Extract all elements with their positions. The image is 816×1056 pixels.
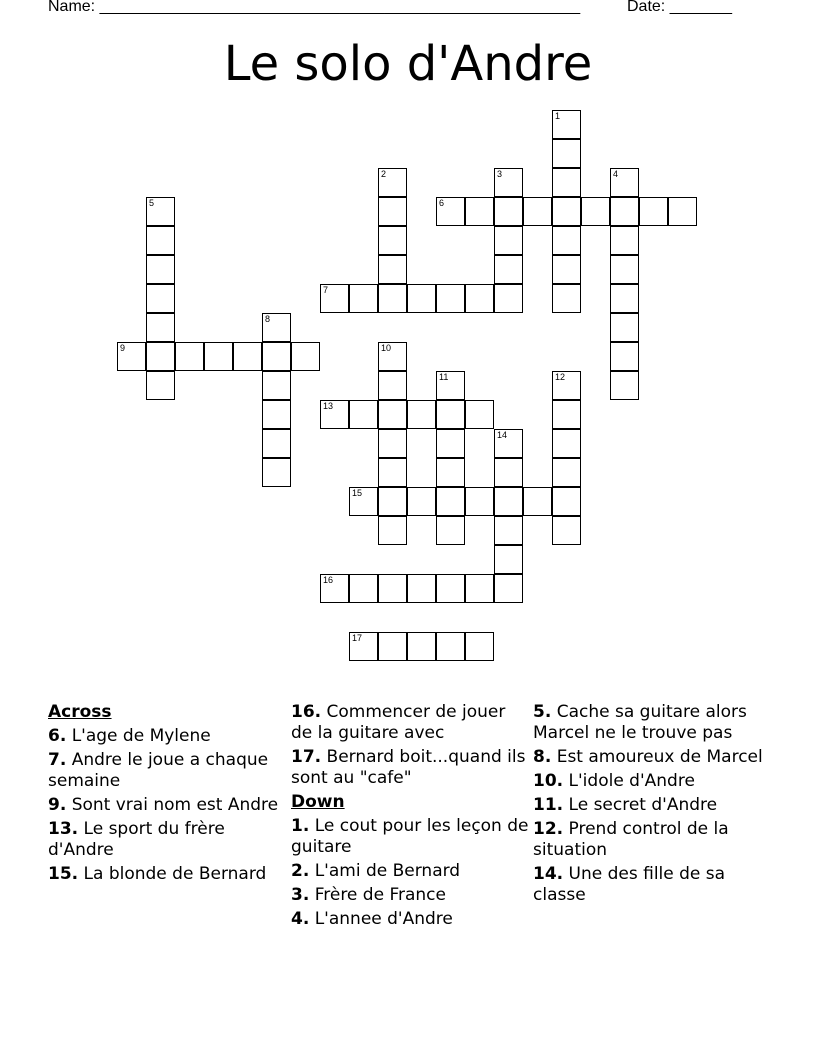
grid-cell[interactable]: [581, 197, 610, 226]
clue-across-9: [48, 795, 283, 816]
grid-cell[interactable]: [436, 429, 465, 458]
cell-number: 12: [555, 372, 566, 382]
clue-number: 4.: [291, 909, 310, 929]
clue-down-11: [533, 795, 773, 816]
grid-cell[interactable]: [378, 226, 407, 255]
grid-cell[interactable]: [204, 342, 233, 371]
grid-cell[interactable]: [552, 458, 581, 487]
cell-number: 14: [497, 430, 508, 440]
grid-cell[interactable]: [494, 516, 523, 545]
clue-across-13: [48, 819, 283, 861]
clue-across-17: [291, 747, 529, 789]
grid-cell[interactable]: [378, 429, 407, 458]
grid-cell[interactable]: [436, 371, 465, 400]
grid-cell[interactable]: [494, 226, 523, 255]
grid-cell[interactable]: [407, 400, 436, 429]
cell-number: 7: [323, 285, 329, 295]
cell-number: 2: [381, 169, 387, 179]
grid-cell[interactable]: [494, 255, 523, 284]
grid-cell[interactable]: [407, 632, 436, 661]
grid-cell[interactable]: [378, 458, 407, 487]
clue-text: Commencer de jouer de la guitare avec: [291, 702, 506, 743]
grid-cell[interactable]: [146, 342, 175, 371]
cell-number: 13: [323, 401, 334, 411]
grid-cell[interactable]: [146, 255, 175, 284]
grid-cell[interactable]: [262, 342, 291, 371]
clue-number: 10.: [533, 771, 564, 791]
grid-cell[interactable]: [146, 226, 175, 255]
clue-number: 3.: [291, 885, 310, 905]
grid-cell[interactable]: [552, 110, 581, 139]
grid-cell[interactable]: [349, 487, 378, 516]
grid-cell[interactable]: [378, 574, 407, 603]
clue-text: L'age de Mylene: [71, 726, 211, 746]
down-heading: Down: [291, 792, 345, 812]
cell-number: 8: [265, 314, 271, 324]
grid-cell[interactable]: [668, 197, 697, 226]
grid-cell[interactable]: [378, 255, 407, 284]
clue-text: Le cout pour les leçon de guitare: [291, 816, 529, 857]
grid-cell[interactable]: [436, 487, 465, 516]
clue-down-10: [533, 771, 773, 792]
grid-cell[interactable]: [378, 400, 407, 429]
name-field-line[interactable]: Name: ______________________________________________________: [48, 0, 581, 15]
clue-down-1: [291, 816, 529, 858]
grid-cell[interactable]: [610, 284, 639, 313]
grid-cell[interactable]: [552, 168, 581, 197]
grid-cell[interactable]: [465, 400, 494, 429]
clue-text: Frère de France: [314, 885, 446, 905]
grid-cell[interactable]: [436, 632, 465, 661]
clue-number: 13.: [48, 819, 79, 839]
clue-number: 11.: [533, 795, 564, 815]
grid-cell[interactable]: [407, 487, 436, 516]
grid-cell[interactable]: [378, 632, 407, 661]
clue-across-6: [48, 726, 283, 747]
grid-cell[interactable]: [378, 487, 407, 516]
page-title: Le solo d'Andre: [223, 36, 593, 92]
clue-number: 1.: [291, 816, 310, 836]
grid-cell[interactable]: [349, 574, 378, 603]
across-heading: Across: [48, 702, 112, 722]
clue-number: 12.: [533, 819, 564, 839]
clue-across-16: [291, 702, 529, 744]
clue-number: 9.: [48, 795, 67, 815]
clue-text: La blonde de Bernard: [83, 864, 267, 884]
grid-cell[interactable]: [523, 487, 552, 516]
clue-across-7: [48, 750, 283, 792]
clue-text: Andre le joue a chaque semaine: [48, 750, 269, 791]
cell-number: 3: [497, 169, 503, 179]
grid-cell[interactable]: [407, 284, 436, 313]
clue-number: 16.: [291, 702, 322, 722]
grid-cell[interactable]: [552, 371, 581, 400]
grid-cell[interactable]: [494, 168, 523, 197]
cell-number: 15: [352, 488, 363, 498]
grid-cell[interactable]: [552, 284, 581, 313]
clue-text: Est amoureux de Marcel: [556, 747, 763, 767]
grid-cell[interactable]: [146, 197, 175, 226]
clue-down-2: [291, 861, 529, 882]
grid-cell[interactable]: [291, 342, 320, 371]
cell-number: 4: [613, 169, 619, 179]
clue-down-5: [533, 702, 773, 744]
grid-cell[interactable]: [436, 197, 465, 226]
grid-cell[interactable]: [262, 429, 291, 458]
clue-across-15: [48, 864, 283, 885]
grid-cell[interactable]: [552, 226, 581, 255]
grid-cell[interactable]: [494, 284, 523, 313]
grid-cell[interactable]: [378, 284, 407, 313]
clue-text: L'annee d'Andre: [314, 909, 453, 929]
clue-text: Le secret d'Andre: [568, 795, 718, 815]
clue-number: 6.: [48, 726, 67, 746]
cell-number: 9: [120, 343, 126, 353]
grid-cell[interactable]: [349, 284, 378, 313]
cell-number: 17: [352, 633, 363, 643]
grid-cell[interactable]: [262, 400, 291, 429]
grid-cell[interactable]: [610, 342, 639, 371]
cell-number: 5: [149, 198, 155, 208]
grid-cell[interactable]: [552, 400, 581, 429]
grid-cell[interactable]: [407, 574, 436, 603]
grid-cell[interactable]: [436, 516, 465, 545]
clue-text: L'idole d'Andre: [568, 771, 695, 791]
clue-number: 7.: [48, 750, 67, 770]
grid-cell[interactable]: [494, 197, 523, 226]
clue-down-12: [533, 819, 773, 861]
grid-cell[interactable]: [494, 545, 523, 574]
clue-column-1: [48, 702, 283, 888]
grid-cell[interactable]: [610, 371, 639, 400]
clue-text: Une des fille de sa classe: [533, 864, 726, 905]
grid-cell[interactable]: [349, 400, 378, 429]
grid-cell[interactable]: [465, 284, 494, 313]
clue-number: 2.: [291, 861, 310, 881]
grid-cell[interactable]: [146, 371, 175, 400]
cell-number: 10: [381, 343, 392, 353]
grid-cell[interactable]: [552, 197, 581, 226]
clue-down-14: [533, 864, 773, 906]
grid-cell[interactable]: [146, 313, 175, 342]
grid-cell[interactable]: [378, 342, 407, 371]
cell-number: 16: [323, 575, 334, 585]
grid-cell[interactable]: [320, 400, 349, 429]
grid-cell[interactable]: [610, 168, 639, 197]
clue-down-8: [533, 747, 773, 768]
grid-cell[interactable]: [262, 458, 291, 487]
clue-column-3: [533, 702, 773, 909]
grid-cell[interactable]: [465, 487, 494, 516]
clue-text: Prend control de la situation: [533, 819, 729, 860]
grid-cell[interactable]: [494, 429, 523, 458]
grid-cell[interactable]: [465, 632, 494, 661]
clue-number: 5.: [533, 702, 552, 722]
date-field-line[interactable]: Date: _______: [627, 0, 732, 15]
grid-cell[interactable]: [552, 429, 581, 458]
grid-cell[interactable]: [175, 342, 204, 371]
grid-cell[interactable]: [233, 342, 262, 371]
clue-down-3: [291, 885, 529, 906]
grid-cell[interactable]: [146, 284, 175, 313]
cell-number: 1: [555, 111, 561, 121]
grid-cell[interactable]: [552, 139, 581, 168]
grid-cell[interactable]: [117, 342, 146, 371]
clue-number: 17.: [291, 747, 322, 767]
clue-number: 14.: [533, 864, 564, 884]
grid-cell[interactable]: [552, 255, 581, 284]
clue-column-2: [291, 702, 529, 933]
grid-cell[interactable]: [349, 632, 378, 661]
clue-text: Le sport du frère d'Andre: [48, 819, 225, 860]
grid-cell[interactable]: [436, 458, 465, 487]
grid-cell[interactable]: [610, 313, 639, 342]
grid-cell[interactable]: [378, 197, 407, 226]
grid-cell[interactable]: [436, 574, 465, 603]
grid-cell[interactable]: [552, 516, 581, 545]
grid-cell[interactable]: [552, 487, 581, 516]
grid-cell[interactable]: [494, 458, 523, 487]
clue-text: Sont vrai nom est Andre: [71, 795, 279, 815]
cell-number: 6: [439, 198, 445, 208]
grid-cell[interactable]: [436, 284, 465, 313]
grid-cell[interactable]: [378, 371, 407, 400]
grid-cell[interactable]: [494, 487, 523, 516]
clue-number: 15.: [48, 864, 79, 884]
grid-cell[interactable]: [610, 197, 639, 226]
clue-number: 8.: [533, 747, 552, 767]
grid-cell[interactable]: [378, 516, 407, 545]
cell-number: 11: [439, 372, 449, 382]
clue-text: L'ami de Bernard: [314, 861, 461, 881]
grid-cell[interactable]: [320, 284, 349, 313]
grid-cell[interactable]: [610, 255, 639, 284]
grid-cell[interactable]: [465, 574, 494, 603]
grid-cell[interactable]: [639, 197, 668, 226]
grid-cell[interactable]: [262, 371, 291, 400]
grid-cell[interactable]: [494, 574, 523, 603]
clue-text: Bernard boit...quand ils sont au "cafe": [291, 747, 526, 788]
clue-down-4: [291, 909, 529, 930]
grid-cell[interactable]: [262, 313, 291, 342]
grid-cell[interactable]: [378, 168, 407, 197]
grid-cell[interactable]: [610, 226, 639, 255]
grid-cell[interactable]: [320, 574, 349, 603]
clue-text: Cache sa guitare alors Marcel ne le trouve pas: [533, 702, 747, 743]
grid-cell[interactable]: [465, 197, 494, 226]
grid-cell[interactable]: [436, 400, 465, 429]
grid-cell[interactable]: [523, 197, 552, 226]
